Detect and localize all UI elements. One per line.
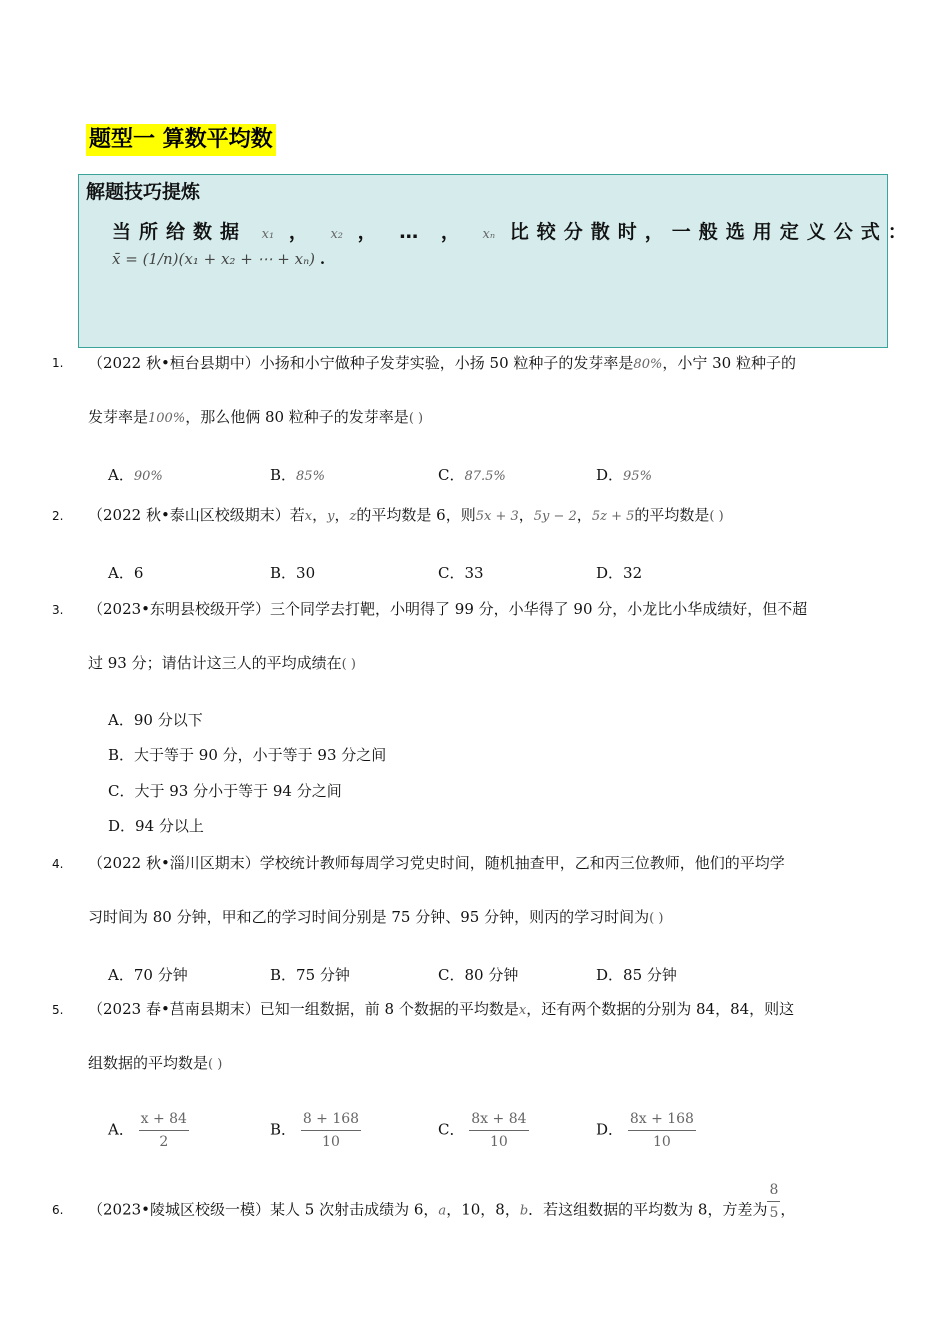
q2-var-z: z (349, 509, 357, 524)
q1-value-80: 80% (633, 357, 663, 372)
q4-paren: ( ) (649, 911, 664, 926)
tips-post: 比较分散时，一般选用定义公式： (509, 221, 915, 243)
q2-text-a: （2022 秋•泰山区校级期末）若 (88, 506, 305, 524)
q5-paren: ( ) (208, 1057, 223, 1072)
q2-paren: ( ) (709, 509, 724, 524)
q3-text: 过 93 分；请估计这三人的平均成绩在 (88, 654, 342, 672)
q2-var-y: y (327, 509, 335, 524)
q2-expr-3: 5z + 5 (591, 509, 635, 524)
q5-line1 (88, 998, 794, 1022)
q6-text-a: （2023•陵城区校级一模）某人 5 次射击成绩为 6， (88, 1200, 439, 1219)
var-x1: x₁ (261, 227, 275, 242)
q2-option-b[interactable]: B．30 (270, 564, 316, 582)
q2-expr-1: 5x + 3 (475, 509, 519, 524)
q3-line2 (88, 652, 356, 676)
q3-option-c[interactable]: C．大于 93 分小于等于 94 分之间 (108, 782, 342, 800)
opt-label: D． (596, 466, 624, 484)
q2-text-c: 的平均数是 (634, 506, 710, 524)
q6-tail: ， (780, 1200, 796, 1219)
q1-option-b[interactable] (270, 464, 325, 488)
q2-option-a[interactable]: A．6 (108, 564, 144, 582)
q4-option-b[interactable]: B．75 分钟 (270, 966, 350, 984)
q4-option-d[interactable]: D．85 分钟 (596, 966, 677, 984)
q5-line2 (88, 1052, 222, 1076)
q1-option-d[interactable] (596, 464, 652, 488)
opt-label: C． (438, 466, 465, 484)
q6-number: 6. (52, 1203, 64, 1217)
q5-option-d[interactable] (596, 1108, 696, 1153)
fraction (139, 1108, 189, 1153)
frac-den: 10 (652, 1134, 671, 1150)
q2-number: 2. (52, 509, 64, 523)
mean-formula (112, 250, 325, 268)
q4-option-a[interactable]: A．70 分钟 (108, 966, 188, 984)
q5-text-a: （2023 春•莒南县期末）已知一组数据，前 8 个数据的平均数是 (88, 1000, 519, 1018)
q6-var-b: b (519, 1203, 529, 1219)
q2-line1: （2022 秋•泰山区校级期末）若x，y，z的平均数是 6，则5x + 3，5y − 2，5z + 5的平均数是( ) (88, 506, 724, 524)
tips-heading: 解题技巧提炼 (86, 181, 201, 203)
tips-text (112, 218, 915, 249)
q1-text-c: 发芽率是 (88, 408, 149, 426)
section-title: 题型一 算数平均数 (86, 124, 276, 156)
fraction (301, 1108, 361, 1153)
q5-number: 5. (52, 1003, 64, 1017)
opt-label: A． (108, 1120, 134, 1139)
q1-text-b: ，小宁 30 粒种子的 (662, 354, 796, 372)
q1-number: 1. (52, 356, 64, 370)
q1-option-a[interactable] (108, 464, 163, 488)
q2-option-d[interactable]: D．32 (596, 564, 643, 582)
q5-option-c[interactable] (438, 1108, 529, 1153)
q1-paren: ( ) (408, 411, 424, 426)
dots: … (399, 221, 427, 243)
q5-option-b[interactable] (270, 1108, 361, 1153)
frac-num: 8 + 168 (301, 1108, 361, 1131)
q1-text-a: （2022 秋•桓台县期中）小扬和小宁做种子发芽实验，小扬 50 粒种子的发芽率是 (88, 354, 634, 372)
frac-den: 10 (322, 1134, 340, 1150)
q6-var-a: a (438, 1203, 447, 1219)
q4-text: 习时间为 80 分钟，甲和乙的学习时间分别是 75 分钟、95 分钟，则丙的学习时间为 (88, 908, 650, 926)
q3-option-a[interactable]: A．90 分以下 (108, 711, 203, 729)
sep-1: ， (288, 221, 316, 243)
q3-option-b[interactable]: B．大于等于 90 分，小于等于 93 分之间 (108, 746, 387, 764)
q1-line1 (88, 352, 796, 376)
q1-text-d: ，那么他俩 80 粒种子的发芽率是 (185, 408, 409, 426)
q5-text-b: ，还有两个数据的分别为 84，84，则这 (526, 1000, 795, 1018)
tips-pre: 当所给数据 (112, 221, 248, 243)
q6-fraction (767, 1179, 780, 1224)
q2-expr-2: 5y − 2 (533, 509, 577, 524)
opt-label: B． (270, 466, 297, 484)
q5-option-a[interactable] (108, 1108, 189, 1153)
q3-number: 3. (52, 603, 64, 617)
opt-value: 87.5% (464, 469, 506, 484)
opt-label: B． (270, 1120, 297, 1139)
q4-number: 4. (52, 857, 64, 871)
q5-var-x: x (518, 1003, 527, 1018)
q2-text-b: 的平均数是 6，则 (356, 506, 476, 524)
q1-line2 (88, 406, 423, 430)
formula-end: . (319, 250, 326, 268)
frac-num: 8 (767, 1179, 780, 1202)
q3-line1: （2023•东明县校级开学）三个同学去打靶，小明得了 99 分，小华得了 90 分，小龙比小华成绩好，但不超 (88, 600, 808, 618)
formula-text: x̄ = (1/n)(x₁ + x₂ + ⋯ + xₙ) (112, 250, 316, 268)
sep-3: ， (440, 221, 468, 243)
q1-option-c[interactable] (438, 464, 506, 488)
opt-label: C． (438, 1120, 465, 1139)
frac-num: x + 84 (139, 1108, 189, 1131)
frac-den: 2 (159, 1134, 169, 1150)
var-xn: xₙ (482, 227, 496, 242)
frac-num: 8x + 84 (469, 1108, 528, 1131)
opt-value: 95% (623, 469, 652, 484)
fraction (469, 1108, 528, 1153)
q4-option-c[interactable]: C．80 分钟 (438, 966, 519, 984)
frac-den: 5 (769, 1205, 779, 1221)
q3-option-d[interactable]: D．94 分以上 (108, 817, 204, 835)
sep-2: ， (357, 221, 385, 243)
q1-value-100: 100% (148, 411, 186, 426)
opt-value: 85% (296, 469, 325, 484)
opt-label: D． (596, 1120, 624, 1139)
frac-den: 10 (489, 1134, 508, 1150)
frac-num: 8x + 168 (628, 1108, 696, 1131)
opt-label: A． (108, 466, 134, 484)
q3-paren: ( ) (341, 657, 356, 672)
q2-var-x: x (304, 509, 313, 524)
q2-option-c[interactable]: C．33 (438, 564, 484, 582)
fraction (628, 1108, 696, 1153)
opt-value: 90% (133, 469, 163, 484)
q5-text-c: 组数据的平均数是 (88, 1054, 209, 1072)
q6-text-b: ，10，8， (446, 1200, 520, 1219)
q4-line2 (88, 906, 663, 930)
var-x2: x₂ (330, 227, 343, 242)
q6-text-c: ．若这组数据的平均数为 8，方差为 (528, 1200, 768, 1219)
q4-line1: （2022 秋•淄川区期末）学校统计教师每周学习党史时间，随机抽查甲，乙和丙三位教师，他们的平均学 (88, 854, 785, 872)
q6-line1 (88, 1182, 796, 1224)
